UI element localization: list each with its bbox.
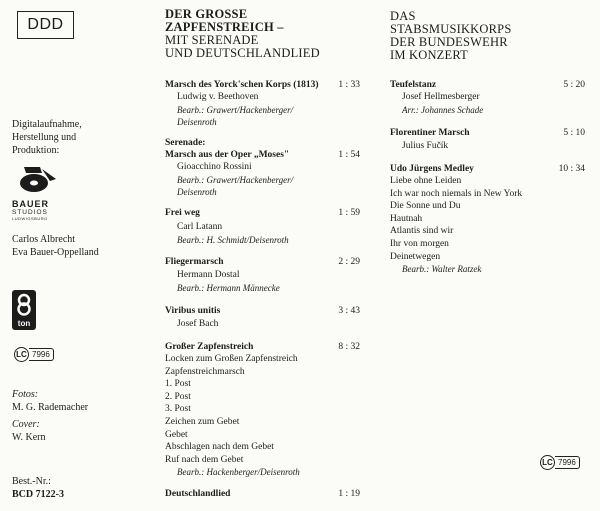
track-duration: 2 : 29	[338, 257, 360, 267]
ddd-badge: DDD	[17, 11, 74, 39]
movement: Ruf nach dem Gebet	[165, 454, 244, 465]
heading-line: IM KONZERT	[390, 48, 468, 62]
movement: Zapfenstreichmarsch	[165, 366, 245, 377]
medley-song: Ihr von morgen	[390, 238, 449, 249]
track-title: Viribus unitis	[165, 306, 221, 316]
lc-label: LC	[540, 455, 555, 470]
track-arranger: Bearb.: Grawert/Hackenberger/	[177, 104, 294, 115]
track-entry	[390, 79, 585, 116]
movement: Locken zum Großen Zapfenstreich	[165, 354, 298, 364]
heading-line: DAS	[390, 9, 416, 23]
medley-song: Deinetwegen	[390, 251, 441, 262]
track-composer: Ludwig v. Beethoven	[177, 92, 259, 102]
fotos-name: M. G. Rademacher	[12, 402, 89, 413]
track-entry	[390, 163, 585, 275]
track-duration: 1 : 33	[338, 80, 360, 90]
track-arranger: Deisenroth	[177, 116, 217, 127]
track-duration: 10 : 34	[558, 164, 585, 174]
movement: Gebet	[165, 429, 188, 440]
lc-number: 7996	[555, 456, 580, 469]
catalog-number	[12, 475, 64, 501]
bauer-logo-name: BAUER	[12, 199, 50, 209]
track-arranger: Bearb.: H. Schmidt/Deisenroth	[177, 234, 289, 245]
track-composer: Hermann Dostal	[177, 270, 240, 280]
bestnr-value: BCD 7122-3	[12, 489, 64, 500]
track-title: Fliegermarsch	[165, 257, 224, 267]
heading-line: DER BUNDESWEHR	[390, 35, 508, 49]
credit-line: Herstellung und	[12, 132, 77, 143]
track-entry	[165, 256, 360, 294]
track-title: Udo Jürgens Medley	[390, 164, 474, 174]
track-entry	[165, 79, 360, 128]
heading-line: ZAPFENSTREICH –	[165, 20, 284, 34]
track-composer: Josef Bach	[177, 319, 219, 329]
track-title: Großer Zapfenstreich	[165, 342, 254, 352]
movement: Abschlagen nach dem Gebet	[165, 442, 274, 453]
lc-label: LC	[14, 347, 29, 362]
bauer-disc-icon	[12, 165, 62, 195]
bauer-ton-logo	[12, 290, 36, 330]
cover-name: W. Kern	[12, 432, 46, 443]
medley-song: Hautnah	[390, 213, 423, 224]
track-title: Deutschlandlied	[165, 489, 231, 499]
track-title: Marsch aus der Oper „Moses"	[165, 150, 290, 160]
medley-song: Die Sonne und Du	[390, 201, 461, 212]
cover-label: Cover:	[12, 419, 40, 430]
medley-song: Atlantis sind wir	[390, 226, 454, 237]
medley-song: Liebe ohne Leiden	[390, 176, 462, 186]
track-entry	[165, 341, 360, 478]
track-duration: 1 : 59	[338, 208, 360, 218]
track-entry	[165, 137, 360, 198]
track-duration: 1 : 19	[338, 489, 360, 499]
producer-name: Eva Bauer-Oppelland	[12, 247, 99, 258]
bauer-logo-city: LUDWIGSBURG	[12, 216, 48, 221]
track-arranger: Bearb.: Grawert/Hackenberger/	[177, 174, 294, 185]
track-title: Marsch des Yorck'schen Korps (1813)	[165, 80, 319, 90]
track-entry	[165, 305, 360, 331]
bestnr-label: Best.-Nr.:	[12, 476, 51, 487]
track-title: Florentiner Marsch	[390, 128, 470, 138]
movement: 3. Post	[165, 404, 191, 415]
track-duration: 5 : 20	[563, 80, 585, 90]
bauer-logo-sub: STUDIOS	[12, 209, 48, 216]
track-composer: Julius Fučík	[402, 141, 449, 151]
track-entry	[165, 207, 360, 246]
producer-name: Carlos Albrecht	[12, 234, 76, 245]
credit-line: Digitalaufnahme,	[12, 119, 82, 130]
track-composer: Josef Hellmesberger	[402, 92, 480, 102]
track-duration: 5 : 10	[563, 128, 585, 138]
movement: 1. Post	[165, 379, 191, 390]
heading-line: DER GROSSE	[165, 7, 248, 21]
track-entry	[390, 127, 585, 153]
track-composer: Gioacchino Rossini	[177, 162, 252, 172]
track-arranger: Bearb.: Hermann Männecke	[177, 282, 280, 293]
track-arranger: Bearb.: Walter Ratzek	[402, 264, 482, 275]
movement: Zeichen zum Gebet	[165, 416, 240, 427]
track-duration: 1 : 54	[338, 150, 360, 160]
photo-cover-credits	[12, 388, 88, 444]
heading-line: STABSMUSIKKORPS	[390, 22, 512, 36]
label-b-icon	[12, 292, 36, 316]
label-logo-text: ton	[17, 319, 31, 328]
track-arranger: Arr.: Johannes Schade	[402, 104, 484, 115]
track-duration: 3 : 43	[338, 306, 360, 316]
track-title: Teufelstanz	[390, 80, 437, 90]
program-heading	[165, 8, 320, 60]
track-arranger: Deisenroth	[177, 186, 217, 197]
lc-code-badge	[540, 455, 580, 470]
track-entry	[165, 488, 360, 500]
fotos-label: Fotos:	[12, 389, 39, 400]
concert-heading	[390, 10, 511, 62]
credit-text	[12, 118, 82, 157]
producers	[12, 233, 99, 259]
lc-code-badge	[14, 347, 54, 362]
track-title: Frei weg	[165, 208, 200, 218]
medley-song: Ich war noch niemals in New York	[390, 188, 523, 199]
movement: 2. Post	[165, 391, 191, 402]
heading-line: UND DEUTSCHLANDLIED	[165, 46, 320, 60]
credit-line: Produktion:	[12, 145, 60, 156]
track-duration: 8 : 32	[338, 342, 360, 352]
lc-number: 7996	[29, 348, 54, 361]
track-arranger: Bearb.: Hackenberger/Deisenroth	[177, 467, 300, 478]
track-pretitle: Serenade:	[165, 138, 206, 148]
heading-line: MIT SERENADE	[165, 33, 259, 47]
bauer-studios-logo	[12, 165, 62, 221]
track-composer: Carl Latann	[177, 222, 223, 232]
